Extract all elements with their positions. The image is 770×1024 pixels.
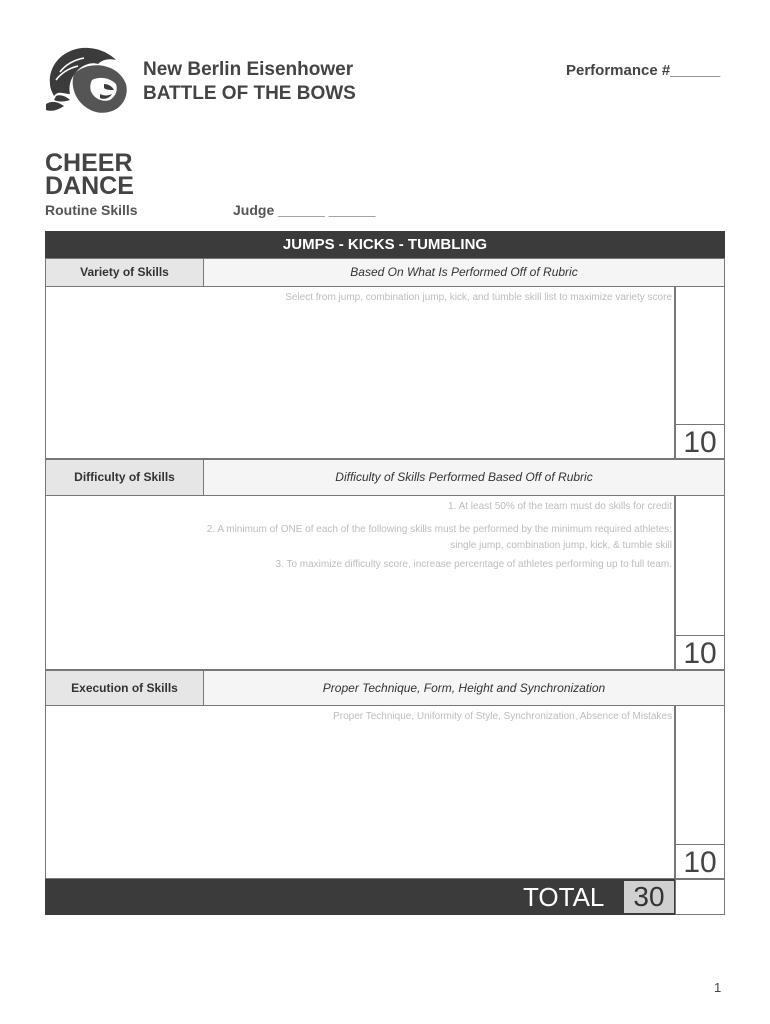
- category-line-1: CHEER: [45, 149, 133, 177]
- hint-difficulty-2: 2. A minimum of ONE of each of the following skills must be performed by the minimum required athletes:: [206, 524, 672, 535]
- score-box-variety: 10: [675, 424, 725, 459]
- notes-area-difficulty[interactable]: [45, 496, 675, 670]
- score-column-execution: [675, 706, 725, 844]
- event-title: BATTLE OF THE BOWS: [143, 83, 356, 104]
- row-label-difficulty: Difficulty of Skills: [45, 459, 204, 496]
- score-box-execution: 10: [675, 844, 725, 879]
- hint-difficulty-4: 3. To maximize difficulty score, increase percentage of athletes performing up to full team.: [275, 559, 672, 570]
- hint-execution: Proper Technique, Uniformity of Style, Synchronization, Absence of Mistakes: [333, 711, 672, 722]
- row-description-difficulty: Difficulty of Skills Performed Based Off of Rubric: [204, 459, 725, 496]
- hint-difficulty-3: single jump, combination jump, kick, & tumble skill: [450, 540, 672, 551]
- lion-head-logo: [44, 44, 130, 116]
- section-header: JUMPS - KICKS - TUMBLING: [45, 231, 725, 258]
- row-label-variety: Variety of Skills: [45, 258, 204, 287]
- routine-skills-subtitle: Routine Skills: [45, 202, 138, 218]
- hint-difficulty-1: 1. At least 50% of the team must do skills for credit: [448, 501, 672, 512]
- school-name: New Berlin Eisenhower: [143, 59, 354, 80]
- score-box-difficulty: 10: [675, 635, 725, 670]
- page-number: 1: [714, 980, 722, 995]
- judge-field[interactable]: Judge ______ ______: [233, 202, 376, 218]
- hint-variety: Select from jump, combination jump, kick, and tumble skill list to maximize variety score: [285, 292, 672, 303]
- row-description-variety: Based On What Is Performed Off of Rubric: [204, 258, 725, 287]
- row-label-execution: Execution of Skills: [45, 670, 204, 706]
- performance-number-field[interactable]: Performance #______: [566, 62, 721, 79]
- total-value: 30: [624, 881, 674, 913]
- notes-area-execution[interactable]: [45, 706, 675, 879]
- total-score-field[interactable]: [675, 879, 725, 915]
- total-label: TOTAL: [523, 882, 605, 912]
- score-column-difficulty: [675, 496, 725, 635]
- score-column-variety: [675, 287, 725, 424]
- category-line-2: DANCE: [45, 172, 134, 200]
- notes-area-variety[interactable]: [45, 287, 675, 459]
- row-description-execution: Proper Technique, Form, Height and Synchronization: [204, 670, 725, 706]
